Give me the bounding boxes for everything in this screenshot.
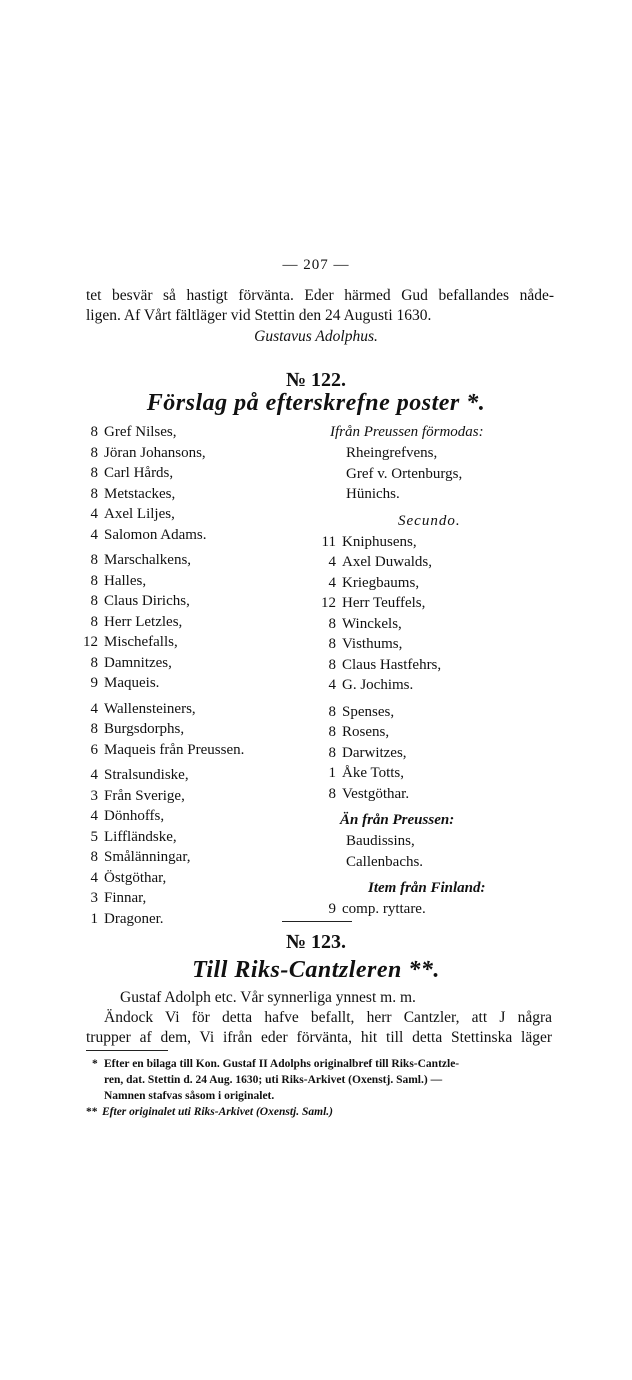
- footnote-1-line-3: Namnen stafvas såsom i originalet.: [104, 1090, 275, 1102]
- footnote-1-marker: *: [92, 1058, 98, 1070]
- item-count: 3: [90, 787, 98, 804]
- item-name: Wallensteiners,: [104, 700, 196, 717]
- item-count: 3: [90, 890, 98, 906]
- list-item: Rheingrefvens,: [346, 445, 438, 461]
- doc-122-title: Förslag på efterskrefne poster *.: [146, 390, 486, 416]
- item-count: 1: [328, 765, 336, 781]
- left-group-1: [78, 422, 298, 545]
- signature: Gustavus Adolphus.: [254, 328, 378, 345]
- list-item: [78, 591, 298, 612]
- item-name: Liffländske,: [104, 828, 177, 845]
- item-count: 4: [90, 808, 98, 824]
- item-count: 8: [328, 615, 336, 632]
- item-name: Östgöthar,: [104, 869, 167, 886]
- item-count: 8: [328, 636, 336, 652]
- item-name: Dragoner.: [104, 910, 164, 927]
- item-count: 9: [328, 901, 336, 917]
- list-item: [78, 443, 298, 464]
- list-item: [78, 806, 298, 827]
- list-item: [316, 532, 556, 553]
- list-item: [78, 909, 298, 930]
- item-name: Rosens,: [342, 724, 390, 740]
- right-heading-1: Ifrån Preussen förmodas:: [330, 424, 484, 440]
- item-count: 4: [90, 506, 98, 522]
- item-count: 4: [328, 574, 336, 591]
- right-group-2b: [316, 702, 556, 805]
- list-item: [316, 614, 556, 635]
- list-item: [78, 504, 298, 525]
- right-heading-3: Än från Preussen:: [340, 812, 455, 828]
- item-count: 8: [328, 724, 336, 740]
- item-count: 8: [90, 424, 98, 440]
- item-name: Herr Teuffels,: [342, 595, 426, 611]
- list-item: [316, 573, 556, 594]
- list-item: [316, 784, 556, 805]
- list-item: [78, 868, 298, 889]
- item-count: 8: [90, 613, 98, 630]
- item-name: Maqueis.: [104, 675, 160, 691]
- doc-123-line-3: trupper af dem, Vi ifrån eder förvänta, hit till detta Stettinska läger: [86, 1029, 552, 1046]
- list-item: [78, 571, 298, 592]
- doc-123-title: Till Riks-Cantzleren **.: [192, 957, 440, 983]
- list-item: Gref v. Ortenburgs,: [346, 465, 463, 482]
- item-name: Burgsdorphs,: [104, 721, 185, 737]
- item-count: 4: [328, 554, 336, 570]
- item-name: Gref Nilses,: [104, 424, 177, 440]
- item-count: 8: [328, 785, 336, 802]
- item-name: Dönhoffs,: [104, 808, 165, 824]
- left-group-4: [78, 765, 298, 929]
- list-item: [78, 653, 298, 674]
- item-count: 8: [328, 703, 336, 720]
- item-name: Spenses,: [342, 703, 395, 720]
- item-name: Finnar,: [104, 890, 147, 906]
- item-count: 12: [321, 595, 336, 611]
- intro-line-2: ligen. Af Vårt fältläger vid Stettin den 24 Augusti 1630.: [86, 307, 432, 324]
- list-item: Callenbachs.: [346, 853, 424, 870]
- item-count: 4: [328, 677, 336, 693]
- list-item: [78, 463, 298, 484]
- footnote-1: [92, 1056, 552, 1104]
- item-count: 1: [90, 910, 98, 927]
- left-group-2: [78, 550, 298, 694]
- item-name: Jöran Johansons,: [104, 444, 206, 461]
- item-count: 4: [90, 526, 98, 543]
- item-name: comp. ryttare.: [342, 901, 426, 917]
- list-item: [316, 702, 556, 723]
- item-name: Mischefalls,: [104, 634, 178, 650]
- footnote-2-text: Efter originalet uti Riks-Arkivet (Oxenstj. Saml.): [102, 1106, 333, 1118]
- item-name: Smålänningar,: [104, 849, 191, 865]
- list-item: Hünichs.: [346, 486, 400, 502]
- item-count: 8: [328, 656, 336, 673]
- left-column: [78, 422, 298, 929]
- right-heading-2: Secundo.: [398, 512, 461, 529]
- item-name: Metstackes,: [104, 485, 176, 502]
- item-name: Halles,: [104, 572, 147, 589]
- item-name: Åke Totts,: [342, 765, 405, 781]
- right-heading-4: Item från Finland:: [368, 880, 486, 896]
- doc-123-line-1: Gustaf Adolph etc. Vår synnerliga ynnest m. m.: [120, 989, 416, 1006]
- footnote-2-marker: **: [86, 1106, 98, 1118]
- item-name: Darwitzes,: [342, 744, 407, 761]
- item-count: 9: [90, 675, 98, 691]
- item-name: Visthums,: [342, 636, 403, 652]
- list-item: [316, 763, 556, 784]
- list-item: [78, 719, 298, 740]
- list-item: [78, 740, 298, 761]
- item-count: 12: [83, 634, 98, 650]
- item-name: Herr Letzles,: [104, 613, 183, 630]
- item-count: 11: [321, 533, 336, 550]
- item-count: 8: [90, 444, 98, 461]
- item-name: Claus Dirichs,: [104, 593, 190, 609]
- footnote-1-line-1: Efter en bilaga till Kon. Gustaf II Adolphs originalbref till Riks-Cantzle-: [104, 1058, 460, 1070]
- item-count: 5: [90, 828, 98, 845]
- list-item: [78, 632, 298, 653]
- item-count: 8: [90, 572, 98, 589]
- list-item: [316, 722, 556, 743]
- item-count: 8: [90, 465, 98, 481]
- right-column: [316, 422, 556, 920]
- list-item: [316, 743, 556, 764]
- item-name: Marschalkens,: [104, 552, 192, 568]
- item-name: Claus Hastfehrs,: [342, 656, 442, 673]
- footnote-2: [86, 1104, 546, 1120]
- item-name: Axel Duwalds,: [342, 554, 432, 570]
- list-item: [316, 899, 556, 920]
- doc-123-line-2: Ändock Vi för detta hafve befallt, herr Cantzler, att J några: [104, 1009, 552, 1026]
- list-item: [78, 786, 298, 807]
- item-name: Kriegbaums,: [342, 574, 420, 591]
- footnote-1-line-2: ren, dat. Stettin d. 24 Aug. 1630; uti Riks-Arkivet (Oxenstj. Saml.) —: [104, 1074, 443, 1086]
- item-name: Vestgöthar.: [342, 785, 410, 802]
- item-name: Salomon Adams.: [104, 526, 207, 543]
- list-item: [78, 525, 298, 546]
- list-item: [316, 675, 556, 696]
- footnote-rule: [86, 1050, 168, 1051]
- list-item: Baudissins,: [346, 833, 415, 849]
- list-item: [78, 484, 298, 505]
- list-item: [78, 765, 298, 786]
- list-item: [316, 552, 556, 573]
- item-count: 8: [90, 654, 98, 671]
- intro-line-1: tet besvär så hastigt förvänta. Eder härmed Gud befallandes nåde-: [86, 287, 554, 304]
- item-count: 8: [90, 849, 98, 865]
- list-item: [316, 655, 556, 676]
- item-count: 8: [90, 593, 98, 609]
- item-count: 4: [90, 869, 98, 886]
- item-count: 6: [90, 741, 98, 758]
- list-item: [78, 422, 298, 443]
- list-item: [78, 699, 298, 720]
- left-group-3: [78, 699, 298, 761]
- doc-123-number: № 123.: [285, 931, 347, 953]
- item-name: Axel Liljes,: [104, 506, 175, 522]
- list-item: [316, 593, 556, 614]
- list-item: [78, 847, 298, 868]
- right-group-1: [316, 443, 556, 505]
- item-count: 8: [328, 744, 336, 761]
- item-name: Damnitzes,: [104, 654, 172, 671]
- list-item: [78, 888, 298, 909]
- page-number-header: — 207 —: [282, 257, 350, 273]
- item-name: Kniphusens,: [342, 533, 417, 550]
- list-item: [78, 612, 298, 633]
- right-group-3: [316, 831, 556, 872]
- item-name: Stralsundiske,: [104, 767, 189, 783]
- right-group-2a: [316, 532, 556, 696]
- item-count: 8: [90, 552, 98, 568]
- item-name: Winckels,: [342, 615, 402, 632]
- list-item: [316, 634, 556, 655]
- list-item: [78, 673, 298, 694]
- item-name: Maqueis från Preussen.: [104, 741, 245, 758]
- item-count: 8: [90, 485, 98, 502]
- item-count: 4: [90, 767, 98, 783]
- section-divider: [282, 921, 352, 922]
- item-name: G. Jochims.: [342, 677, 414, 693]
- doc-122-number: № 122.: [285, 369, 347, 391]
- item-name: Carl Hårds,: [104, 465, 174, 481]
- item-name: Från Sverige,: [104, 787, 185, 804]
- item-count: 4: [90, 700, 98, 717]
- item-count: 8: [90, 721, 98, 737]
- list-item: [78, 827, 298, 848]
- list-item: [78, 550, 298, 571]
